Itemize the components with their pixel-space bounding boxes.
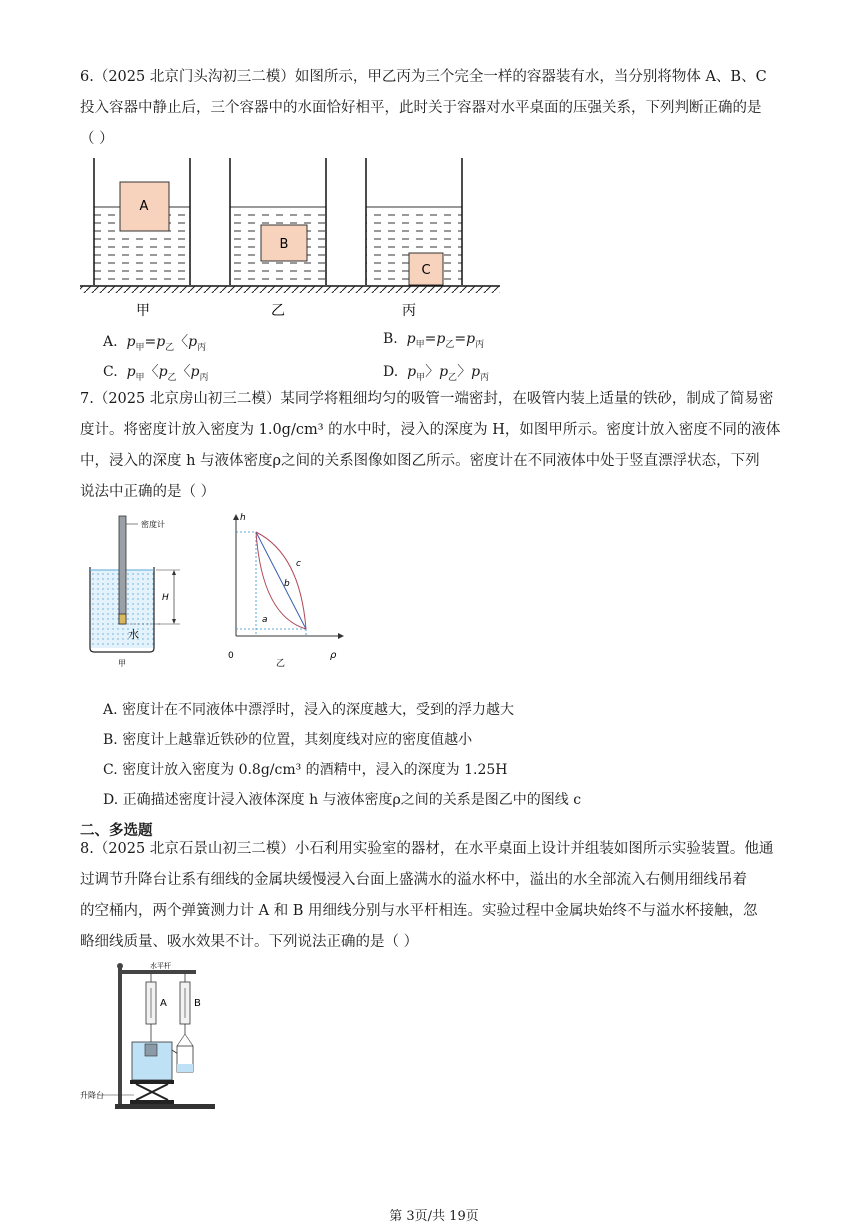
block-c (409, 253, 443, 285)
curve-a-label: a (262, 615, 268, 625)
q6-option-c[interactable]: C. $p_甲$〈$p_乙$〈$p_丙$ (103, 364, 209, 383)
stage-label: 升降台 (80, 1091, 104, 1100)
meter-b-label: B (194, 998, 201, 1009)
lifting-stage (130, 1080, 174, 1104)
curve-b-label: b (284, 579, 290, 589)
q6-option-a[interactable]: A. $p_甲=p_乙$〈$p_丙$ (103, 334, 207, 353)
q6-line-2: 投入容器中静止后，三个容器中的水面恰好相平，此时关于容器对水平桌面的压强关系，下列判断正确的是 (80, 100, 762, 116)
table-surface (80, 286, 500, 293)
water-label: 水 (128, 628, 139, 641)
q7-hydrometer-figure (86, 512, 196, 672)
q6-stem (80, 62, 792, 155)
axis-rho-label: ρ (330, 650, 337, 661)
q6-option-d[interactable]: D. $p_甲$〉$p_乙$〉$p_丙$ (383, 364, 490, 383)
label-yi: 乙 (271, 303, 285, 319)
curve-c-label: c (296, 559, 301, 569)
q7-line-3: 中，浸入的深度 h 与液体密度ρ之间的关系图像如图乙所示。密度计在不同液体中处于竖直漂浮状态，下列 (80, 453, 760, 469)
spring-meter-b (180, 982, 190, 1024)
q8-line-3: 的空桶内，两个弹簧测力计 A 和 B 用细线分别与水平杆相连。实验过程中金属块始终不与溢水杯接触，忽 (80, 903, 758, 919)
q7-line-2: 度计。将密度计放入密度为 1.0g/cm³ 的水中时，浸入的深度为 H，如图甲所示。密度计放入密度不同的液体 (80, 422, 781, 438)
q7-line-1: 7.（2025 北京房山初三二模）某同学将粗细均匀的吸管一端密封，在吸管内装上适量的铁砂，制成了简易密 (80, 391, 774, 407)
q7-graph-figure (222, 508, 352, 670)
axis-h-label: h (240, 513, 246, 523)
q7-stem (80, 384, 792, 508)
block-a-label: A (139, 199, 149, 214)
spring-meter-a (146, 982, 156, 1024)
hydrometer-tube (119, 516, 126, 624)
q8-line-4: 略细线质量、吸水效果不计。下列说法正确的是（ ） (80, 934, 419, 950)
page-footer: 第 3页/共 19页 (389, 1209, 479, 1224)
hydrometer-label: 密度计 (141, 520, 165, 529)
q6-line-3: （ ） (80, 131, 114, 147)
q8-apparatus-figure (80, 958, 220, 1118)
label-jia: 甲 (136, 303, 150, 319)
block-c-label: C (421, 263, 431, 278)
caption-jia: 甲 (118, 659, 126, 668)
horizontal-rod-label: 水平杆 (150, 962, 171, 970)
block-b (261, 225, 307, 261)
block-a (120, 182, 169, 231)
q7-option-a[interactable]: A. 密度计在不同液体中漂浮时，浸入的深度越大，受到的浮力越大 (103, 702, 515, 718)
container-yi (230, 158, 326, 285)
caption-yi: 乙 (276, 659, 286, 669)
q6-line-1: 6.（2025 北京门头沟初三二模）如图所示，甲乙丙为三个完全一样的容器装有水，当分别将物体 A、B、C (80, 69, 767, 85)
q6-containers-figure (78, 155, 502, 325)
origin-label: 0 (228, 651, 234, 661)
label-bing: 丙 (402, 303, 416, 319)
q8-stem (80, 834, 792, 958)
depth-h-label: H (162, 593, 169, 603)
meter-a-label: A (160, 998, 167, 1009)
q7-option-d[interactable]: D. 正确描述密度计浸入液体深度 h 与液体密度ρ之间的关系是图乙中的图线 c (103, 792, 582, 808)
q6-option-b[interactable]: B. $p_甲=p_乙=p_丙$ (383, 331, 485, 350)
q8-line-1: 8.（2025 北京石景山初三二模）小石利用实验室的器材，在水平桌面上设计并组装如图所示实验装置。他通 (80, 841, 774, 857)
q7-line-4: 说法中正确的是（ ） (80, 484, 216, 500)
overflow-cup (132, 1042, 178, 1080)
q7-option-c[interactable]: C. 密度计放入密度为 0.8g/cm³ 的酒精中，浸入的深度为 1.25H (103, 762, 508, 778)
section-multiple-choice: 二、多选题 (80, 823, 153, 839)
hanging-bucket (177, 1034, 193, 1072)
q7-option-b[interactable]: B. 密度计上越靠近铁砂的位置，其刻度线对应的密度值越小 (103, 732, 473, 748)
q8-line-2: 过调节升降台让系有细线的金属块缓慢浸入台面上盛满水的溢水杯中，溢出的水全部流入右侧用细线吊着 (80, 872, 747, 888)
block-b-label: B (279, 237, 289, 252)
